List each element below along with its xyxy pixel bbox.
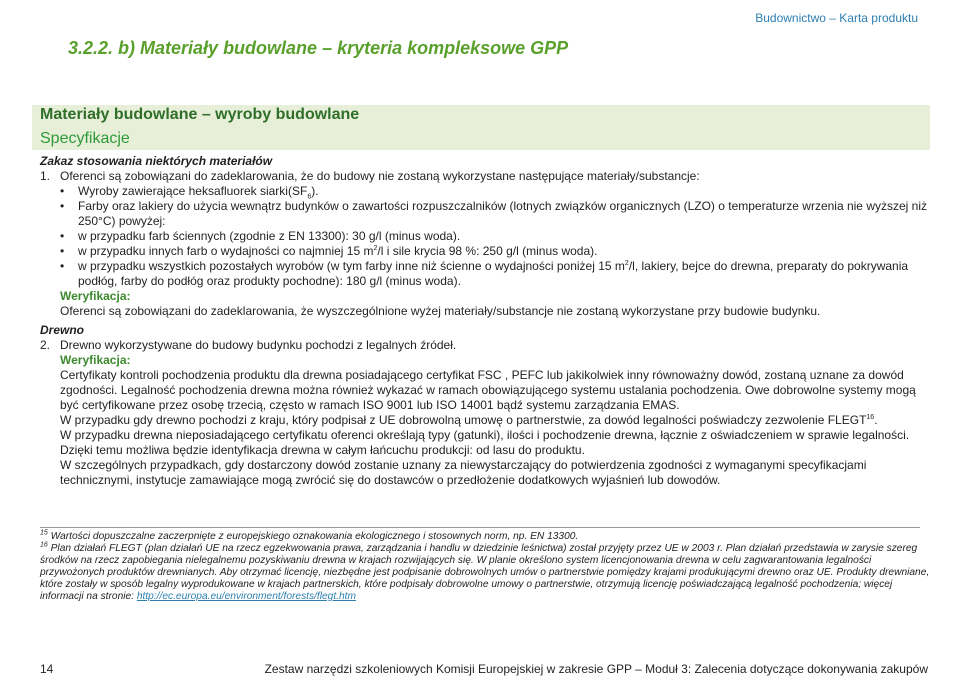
- bullet-pozostale: [40, 259, 930, 289]
- section-title: 3.2.2. b) Materiały budowlane – kryteria kompleksowe GPP: [68, 38, 569, 58]
- item-2: [40, 338, 930, 353]
- bullet-text: Farby oraz lakiery do użycia wewnątrz budynków o zawartości rozpuszczalników (lotnych związków organicznych (LZO) o temperaturze wrzenia nie wyższej niż 250°C) powyżej:: [78, 199, 927, 228]
- bullet-sf6: [40, 184, 930, 199]
- paragraph-flegt: [40, 413, 930, 428]
- footnote-15: [40, 531, 930, 543]
- bullet-inne-farby: [40, 244, 930, 259]
- bullet-farby-scienne: [40, 229, 930, 244]
- footnote-divider: [40, 527, 920, 528]
- item-1-text: Oferenci są zobowiązani do zadeklarowania, że do budowy nie zostaną wykorzystane następujące materiały/substancje:: [60, 169, 700, 183]
- bullet-icon: [60, 184, 64, 199]
- bullet-icon: [60, 259, 64, 274]
- bullet-text: w przypadku farb ściennych (zgodnie z EN 13300): 30 g/l (minus woda).: [78, 229, 461, 243]
- footnote-number: 16: [40, 541, 48, 549]
- footnote-text: Plan działań FLEGT (plan działań UE na rzecz egzekwowania prawa, zarządzania i handlu w dziedzinie leśnictwa) został przyjęty przez UE w 2003 r. Plan działań przedstawia w zarysie szereg środków na rzecz zapobiegania nielegalnemu pozyskiwaniu drewna w krajach rozwijających się. W planie określono system licencjonowania drewna w celu zagwarantowania legalności przywożonych produktów drewnianych. Aby otrzymać licencję, niezbędne jest podpisanie dobrowolnych umów o partnerstwie pomiędzy krajami produkującymi drewno oraz UE. Produkty drewniane, które zostały w sposób legalny wyprodukowane w krajach partnerskich, które podpisały dobrowolne umowy o partnerstwie, otrzymują licencję poświadczającą legalność pochodzenia; więcej informacji na stronie:: [40, 543, 930, 602]
- paragraph-identyfikacja: Dzięki temu możliwa będzie identyfikacja drewna w całym łańcuchu produkcji: od lasu do produktu.: [60, 443, 585, 457]
- item-2-text: Drewno wykorzystywane do budowy budynku pochodzi z legalnych źródeł.: [60, 338, 457, 352]
- weryfikacja-text-1: Oferenci są zobowiązani do zadeklarowania, że wyszczególnione wyżej materiały/substancje nie zostaną wykorzystane przy budowie budynku.: [60, 304, 821, 318]
- footnote-ref: 16: [866, 414, 875, 421]
- bullet-icon: [60, 229, 64, 244]
- bullet-text-end: /l, lakiery, bejce do drewna, preparaty do pokrywania podłóg, farby do podłóg oraz produkty pochodne): 180 g/l (minus woda).: [78, 259, 909, 288]
- footnote-text: Wartości dopuszczalne zaczerpnięte z europejskiego oznakowania ekologicznego i stosownych norm, np. EN 13300.: [50, 531, 579, 542]
- band-title: Materiały budowlane – wyroby budowlane: [40, 106, 360, 123]
- weryfikacja-heading-2: Weryfikacja:: [60, 353, 131, 367]
- footnotes: [40, 531, 930, 603]
- band-subtitle: Specyfikacje: [40, 130, 130, 147]
- item-2-number: 2.: [40, 338, 51, 352]
- bullet-text: w przypadku innych farb o wydajności co najmniej 15 m: [78, 244, 374, 258]
- footnote-16: [40, 543, 930, 603]
- superscript: 2: [624, 260, 629, 267]
- superscript: 2: [373, 245, 378, 252]
- bullet-text: Wyroby zawierające heksafluorek siarki(SF: [78, 184, 308, 198]
- paragraph-text-end: .: [874, 413, 878, 427]
- footer-title: Zestaw narzędzi szkoleniowych Komisji Europejskiej w zakresie GPP – Moduł 3: Zalecenia dotyczące dokonywania zakupów: [264, 662, 928, 676]
- item-1-number: 1.: [40, 169, 51, 183]
- bullet-text: w przypadku wszystkich pozostałych wyrobów (w tym farby inne niż ścienne o wydajności poniżej 15 m: [78, 259, 625, 273]
- paragraph-brak-certyfikatu: W przypadku drewna nieposiadającego certyfikatu oferenci określają typy (gatunki), ilości i pochodzenie drewna, łącznie z oświadczeniem w sprawie legalności.: [60, 428, 910, 442]
- breadcrumb: Budownictwo – Karta produktu: [755, 11, 918, 25]
- flegt-link[interactable]: http://ec.europa.eu/environment/forests/flegt.htm: [136, 591, 356, 602]
- bullet-icon: [60, 244, 64, 259]
- specification-content: [40, 154, 930, 488]
- bullet-icon: [60, 199, 64, 214]
- bullet-text-end: ).: [311, 184, 319, 198]
- drewno-heading: Drewno: [40, 323, 85, 337]
- bullet-text-end: /l i sile krycia 98 %: 250 g/l (minus woda).: [377, 244, 598, 258]
- paragraph-certyfikaty: Certyfikaty kontroli pochodzenia produktu dla drewna posiadającego certyfikat FSC , PEFC lub jakikolwiek inny równoważny dowód, zostaną uznane za dowód zgodności. Legalność pochodzenia drewna można również wykazać w ramach obowiązującego systemu ustalania pochodzenia. Owe dobrowolne systemy mogą być certyfikowane przez osobę trzecią, często w ramach ISO 9001 lub ISO 14001 bądź systemu zarządzania EMAS.: [60, 368, 916, 412]
- zakaz-heading: Zakaz stosowania niektórych materiałów: [40, 154, 273, 168]
- footnote-number: 15: [40, 529, 48, 537]
- weryfikacja-heading-1: Weryfikacja:: [60, 289, 131, 303]
- bullet-farby: [40, 199, 930, 229]
- item-1: [40, 169, 930, 184]
- paragraph-text: W przypadku gdy drewno pochodzi z kraju, który podpisał z UE dobrowolną umowę o partnerstwie, za dowód legalności poświadczy zezwolenie FLEGT: [60, 413, 867, 427]
- subtitle-band: [32, 129, 930, 150]
- paragraph-szczegolne-przypadki: W szczególnych przypadkach, gdy dostarczony dowód zostanie uznany za niewystarczający do potwierdzenia zgodności z wymaganymi specyfikacjami technicznymi, instytucje zamawiające mogą zwrócić się do dostawców o przedłożenie dodatkowych wyjaśnień lub dowodów.: [60, 458, 867, 487]
- subscript: 6: [307, 193, 312, 201]
- page-number: 14: [40, 662, 54, 676]
